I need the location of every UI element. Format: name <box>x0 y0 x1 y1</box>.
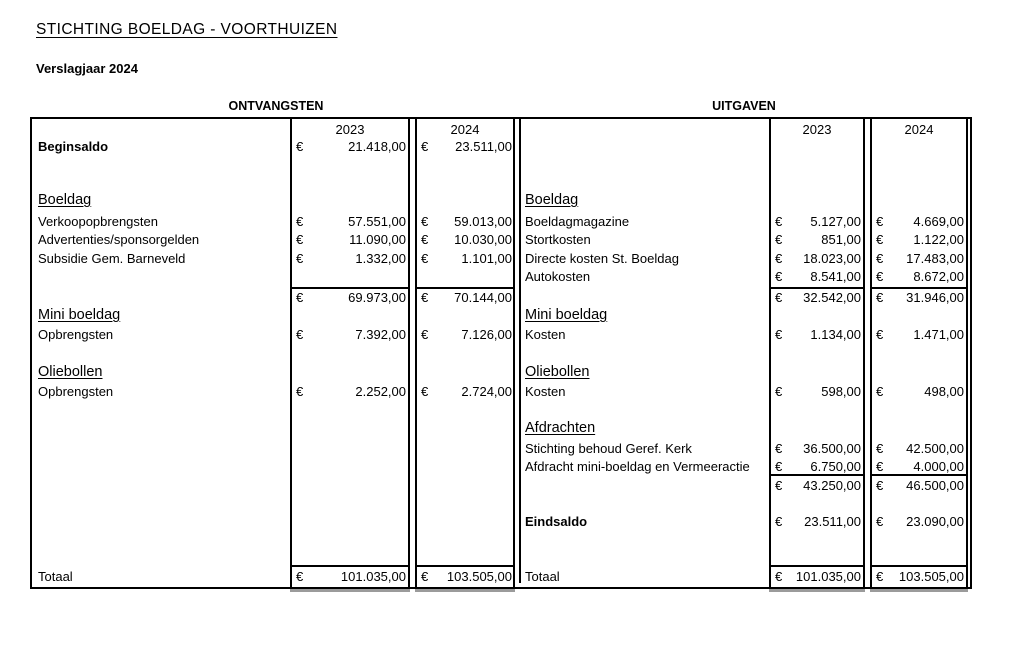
euro-sign: € <box>296 139 304 154</box>
euro-sign: € <box>876 214 884 229</box>
euro-sign: € <box>775 478 783 493</box>
income-subtotal-rule <box>290 287 410 289</box>
euro-sign: € <box>296 569 304 584</box>
euro-sign: € <box>421 232 429 247</box>
stichting-behoud-2024: € 42.500,00 <box>876 441 964 456</box>
row-subsidie-directekosten <box>32 251 966 268</box>
income-year-2024-header: 2024 <box>450 122 480 137</box>
euro-sign: € <box>876 514 884 529</box>
mini-kosten-label: Kosten <box>525 327 566 342</box>
oliebollen-opbrengsten-2024: € 2.724,00 <box>421 384 512 399</box>
mini-opbrengsten-label: Opbrengsten <box>38 327 114 342</box>
expenses-totaal-label: Totaal <box>525 569 560 584</box>
euro-sign: € <box>876 384 884 399</box>
euro-sign: € <box>775 459 783 474</box>
income-mini-boeldag-heading: Mini boeldag <box>38 307 121 323</box>
expenses-boeldag-heading: Boeldag <box>525 192 579 208</box>
expenses-boeldag-subtotal-2024: € 31.946,00 <box>876 290 964 305</box>
expenses-boeldag-subtotal-2023: € 32.542,00 <box>775 290 861 305</box>
mini-opbrengsten-2024: € 7.126,00 <box>421 327 512 342</box>
euro-sign: € <box>876 251 884 266</box>
autokosten-label: Autokosten <box>525 269 591 284</box>
row-afdrachten-subtotal <box>32 478 966 495</box>
income-year-2023-header: 2023 <box>335 122 365 137</box>
boeldagmagazine-label: Boeldagmagazine <box>525 214 630 229</box>
expenses-year-2023-header: 2023 <box>802 122 832 137</box>
boeldagmagazine-2023: € 5.127,00 <box>775 214 861 229</box>
stortkosten-2024: € 1.122,00 <box>876 232 964 247</box>
verkoopopbrengsten-label: Verkoopopbrengsten <box>38 214 158 229</box>
afdrachten-subtotal-2023: € 43.250,00 <box>775 478 861 493</box>
euro-sign: € <box>876 569 884 584</box>
advertenties-2024: € 10.030,00 <box>421 232 512 247</box>
euro-sign: € <box>421 251 429 266</box>
expenses-oliebollen-heading: Oliebollen <box>525 364 590 380</box>
expenses-year-2024-header: 2024 <box>904 122 934 137</box>
euro-sign: € <box>775 232 783 247</box>
income-totaal-label: Totaal <box>38 569 73 584</box>
autokosten-2023: € 8.541,00 <box>775 269 861 284</box>
euro-sign: € <box>421 290 429 305</box>
row-advertenties-stortkosten <box>32 232 966 249</box>
expenses-totaal-2024: € 103.505,00 <box>876 569 964 584</box>
euro-sign: € <box>421 139 429 154</box>
autokosten-2024: € 8.672,00 <box>876 269 964 284</box>
euro-sign: € <box>296 232 304 247</box>
euro-sign: € <box>296 327 304 342</box>
directe-kosten-label: Directe kosten St. Boeldag <box>525 251 679 266</box>
row-beginsaldo <box>32 139 966 156</box>
expenses-afdrachten-heading: Afdrachten <box>525 420 596 436</box>
stichting-behoud-label: Stichting behoud Geref. Kerk <box>525 441 692 456</box>
euro-sign: € <box>296 251 304 266</box>
stortkosten-2023: € 851,00 <box>775 232 861 247</box>
income-totaal-2023: € 101.035,00 <box>296 569 406 584</box>
euro-sign: € <box>775 384 783 399</box>
subsidie-2024: € 1.101,00 <box>421 251 512 266</box>
row-mini-boeldag <box>32 327 966 344</box>
income-boeldag-heading: Boeldag <box>38 192 92 208</box>
euro-sign: € <box>775 441 783 456</box>
row-totaal <box>32 569 966 586</box>
row-afdracht-mini <box>32 459 966 476</box>
row-verkoopopbrengsten-boeldagmagazine <box>32 214 966 231</box>
euro-sign: € <box>876 478 884 493</box>
oliebollen-opbrengsten-label: Opbrengsten <box>38 384 114 399</box>
stortkosten-label: Stortkosten <box>525 232 591 247</box>
afdracht-mini-2023: € 6.750,00 <box>775 459 861 474</box>
row-stichting-behoud <box>32 441 966 458</box>
euro-sign: € <box>876 232 884 247</box>
row-eindsaldo <box>32 514 966 531</box>
expenses-mini-boeldag-heading: Mini boeldag <box>525 307 608 323</box>
eindsaldo-2024: € 23.090,00 <box>876 514 964 529</box>
row-boeldag-subtotal <box>32 290 966 307</box>
euro-sign: € <box>876 327 884 342</box>
euro-sign: € <box>876 441 884 456</box>
income-boeldag-subtotal-2024: € 70.144,00 <box>421 290 512 305</box>
euro-sign: € <box>296 290 304 305</box>
eindsaldo-2023: € 23.511,00 <box>775 514 861 529</box>
expenses-totaal-2023: € 101.035,00 <box>775 569 861 584</box>
expenses-section-header: UITGAVEN <box>712 99 776 113</box>
page-title: STICHTING BOELDAG - VOORTHUIZEN <box>36 21 338 38</box>
euro-sign: € <box>775 269 783 284</box>
euro-sign: € <box>775 251 783 266</box>
euro-sign: € <box>775 569 783 584</box>
subsidie-2023: € 1.332,00 <box>296 251 406 266</box>
beginsaldo-2023: € 21.418,00 <box>296 139 406 154</box>
subsidie-label: Subsidie Gem. Barneveld <box>38 251 186 266</box>
year-header-row <box>32 122 966 139</box>
euro-sign: € <box>876 459 884 474</box>
oliebollen-kosten-2024: € 498,00 <box>876 384 964 399</box>
euro-sign: € <box>296 214 304 229</box>
afdracht-mini-2024: € 4.000,00 <box>876 459 964 474</box>
oliebollen-kosten-2023: € 598,00 <box>775 384 861 399</box>
oliebollen-kosten-label: Kosten <box>525 384 566 399</box>
expenses-subtotal-rule <box>870 287 968 289</box>
beginsaldo-2024: € 23.511,00 <box>421 139 512 154</box>
income-subtotal-rule <box>415 287 515 289</box>
euro-sign: € <box>775 290 783 305</box>
euro-sign: € <box>421 384 429 399</box>
income-section-header: ONTVANGSTEN <box>228 99 324 113</box>
euro-sign: € <box>421 214 429 229</box>
verkoopopbrengsten-2023: € 57.551,00 <box>296 214 406 229</box>
oliebollen-opbrengsten-2023: € 2.252,00 <box>296 384 406 399</box>
directe-kosten-2023: € 18.023,00 <box>775 251 861 266</box>
income-boeldag-subtotal-2023: € 69.973,00 <box>296 290 406 305</box>
eindsaldo-label: Eindsaldo <box>525 514 588 529</box>
expenses-subtotal-rule <box>769 287 865 289</box>
income-oliebollen-heading: Oliebollen <box>38 364 103 380</box>
verkoopopbrengsten-2024: € 59.013,00 <box>421 214 512 229</box>
beginsaldo-label: Beginsaldo <box>38 139 109 154</box>
row-oliebollen <box>32 384 966 401</box>
euro-sign: € <box>421 327 429 342</box>
income-total-rule <box>415 565 515 567</box>
stichting-behoud-2023: € 36.500,00 <box>775 441 861 456</box>
report-year: Verslagjaar 2024 <box>36 61 138 76</box>
advertenties-2023: € 11.090,00 <box>296 232 406 247</box>
directe-kosten-2024: € 17.483,00 <box>876 251 964 266</box>
mini-kosten-2023: € 1.134,00 <box>775 327 861 342</box>
euro-sign: € <box>775 214 783 229</box>
income-total-rule <box>290 565 410 567</box>
euro-sign: € <box>296 384 304 399</box>
mini-opbrengsten-2023: € 7.392,00 <box>296 327 406 342</box>
income-totaal-2024: € 103.505,00 <box>421 569 512 584</box>
afdrachten-subtotal-2024: € 46.500,00 <box>876 478 964 493</box>
boeldagmagazine-2024: € 4.669,00 <box>876 214 964 229</box>
euro-sign: € <box>876 269 884 284</box>
advertenties-label: Advertenties/sponsorgelden <box>38 232 200 247</box>
afdracht-mini-label: Afdracht mini-boeldag en Vermeeractie <box>525 459 750 474</box>
euro-sign: € <box>775 327 783 342</box>
mini-kosten-2024: € 1.471,00 <box>876 327 964 342</box>
expenses-total-rule <box>769 565 865 567</box>
euro-sign: € <box>775 514 783 529</box>
expenses-total-rule <box>870 565 968 567</box>
euro-sign: € <box>421 569 429 584</box>
euro-sign: € <box>876 290 884 305</box>
balance-table <box>30 117 972 589</box>
row-autokosten <box>32 269 966 286</box>
